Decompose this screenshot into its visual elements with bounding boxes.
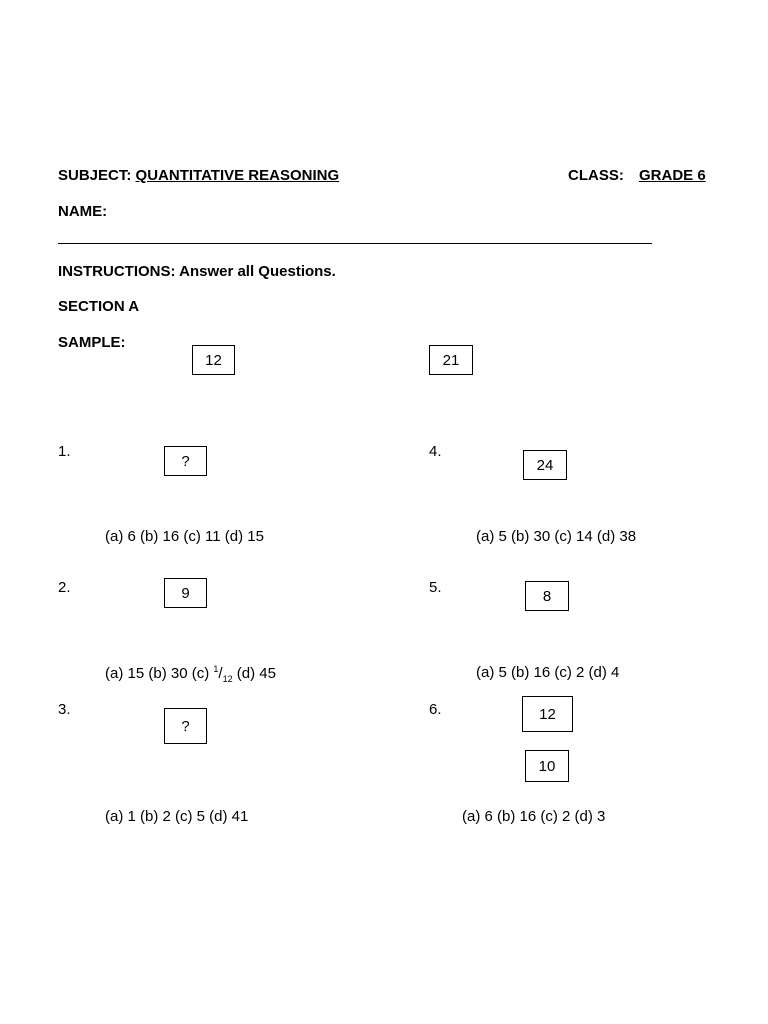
question-3-box: ? <box>164 708 207 744</box>
sample-label: SAMPLE: <box>58 334 126 351</box>
question-1-number: 1. <box>58 443 71 460</box>
subject-line <box>58 167 339 184</box>
question-3-options: (a) 1 (b) 2 (c) 5 (d) 41 <box>105 808 249 825</box>
fraction-numerator: 1 <box>213 664 219 674</box>
name-label: NAME: <box>58 203 108 220</box>
question-6-number: 6. <box>429 701 442 718</box>
class-label: CLASS: <box>568 167 624 184</box>
fraction-slash: / <box>218 665 223 682</box>
sample-box-right: 21 <box>429 345 473 375</box>
question-2-options-pre: (a) 15 (b) 30 (c) <box>105 665 214 682</box>
question-4-box: 24 <box>523 450 567 480</box>
question-5-options: (a) 5 (b) 16 (c) 2 (d) 4 <box>476 664 620 681</box>
instructions: INSTRUCTIONS: Answer all Questions. <box>58 263 336 280</box>
question-6-options: (a) 6 (b) 16 (c) 2 (d) 3 <box>462 808 606 825</box>
fraction-denominator: 12 <box>222 674 233 684</box>
subject-value: QUANTITATIVE REASONING <box>135 167 340 184</box>
section-title: SECTION A <box>58 298 140 315</box>
question-1-options: (a) 6 (b) 16 (c) 11 (d) 15 <box>105 528 264 545</box>
question-4-options: (a) 5 (b) 30 (c) 14 (d) 38 <box>476 528 637 545</box>
class-value: GRADE 6 <box>639 167 706 184</box>
question-1-box: ? <box>164 446 207 476</box>
question-2-options-post: (d) 45 <box>232 665 276 682</box>
question-6-box-bottom: 10 <box>525 750 569 782</box>
question-2-box: 9 <box>164 578 207 608</box>
question-6-box-top: 12 <box>522 696 573 732</box>
question-3-number: 3. <box>58 701 71 718</box>
sample-box-left: 12 <box>192 345 235 375</box>
question-5-box: 8 <box>525 581 569 611</box>
question-2-number: 2. <box>58 579 71 596</box>
question-5-number: 5. <box>429 579 442 596</box>
question-4-number: 4. <box>429 443 442 460</box>
subject-label: SUBJECT: <box>58 167 132 184</box>
name-line[interactable] <box>58 243 652 244</box>
question-2-options <box>105 664 276 684</box>
